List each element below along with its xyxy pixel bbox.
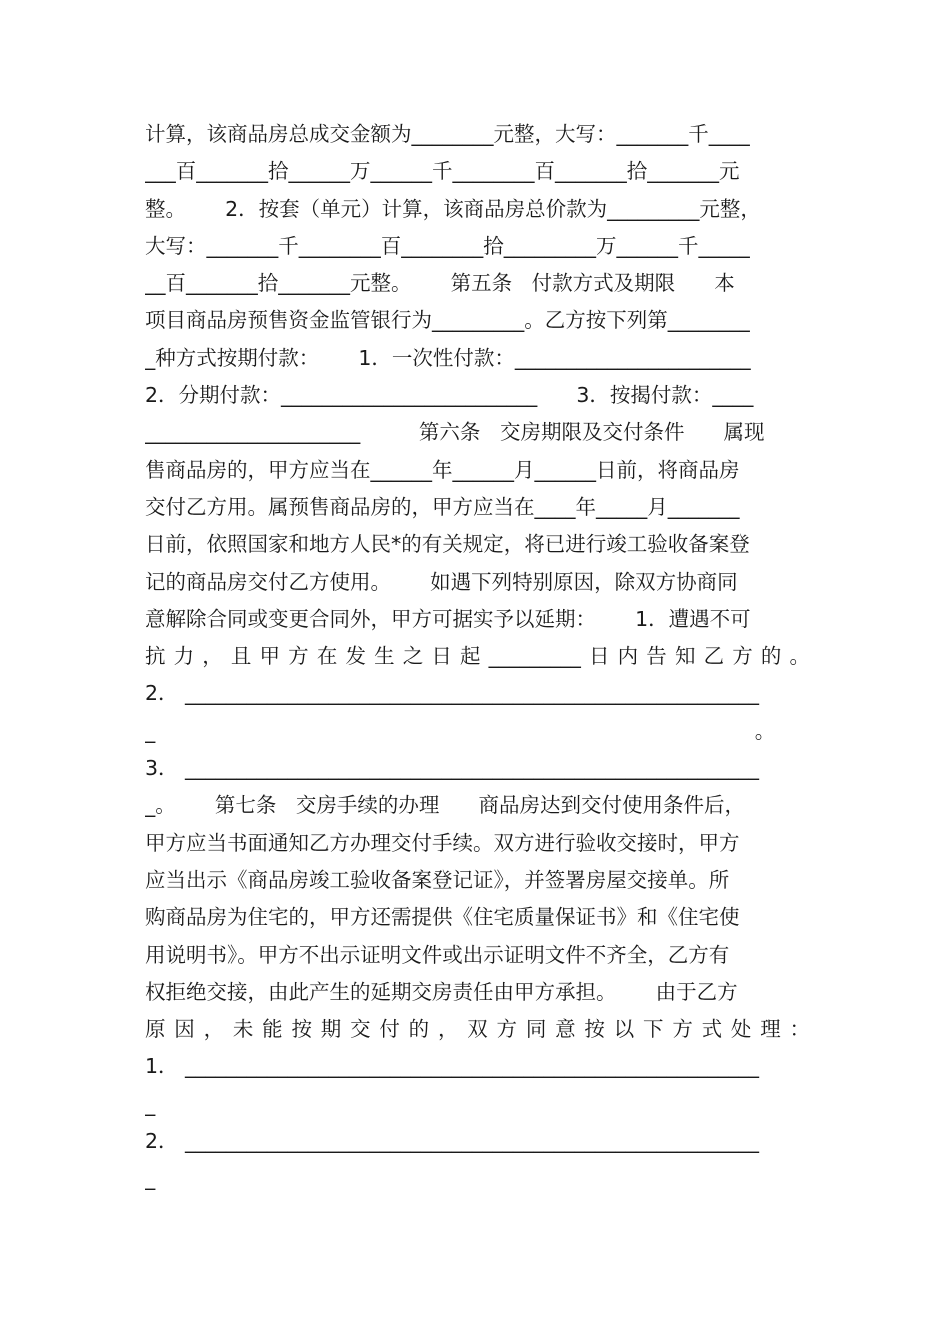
text-line: 整。 2．按套（单元）计算，该商品房总价款为_________元整， (145, 196, 761, 221)
text-line: _____________________ 第六条 交房期限及交付条件 属现 (145, 420, 765, 445)
text-line: 交付乙方用。属预售商品房的，甲方应当在____年_____月_______ (145, 494, 740, 519)
text-line: 2． ________________________________________________________ (145, 681, 760, 706)
text-line: 2．分期付款：_________________________ 3．按揭付款：____ (145, 383, 754, 408)
text-line: _ (145, 1091, 156, 1116)
text-line: 2． ________________________________________________________ (145, 1129, 760, 1154)
text-line: ___百_______拾______万______千________百_______拾_______元 (145, 159, 740, 184)
text-line: 项目商品房预售资金监管银行为_________。乙方按下列第________ (145, 308, 750, 333)
text-line: 权拒绝交接，由此产生的延期交房责任由甲方承担。 由于乙方 (145, 979, 738, 1004)
text-line: 甲方应当书面通知乙方办理交付手续。双方进行验收交接时，甲方 (145, 830, 740, 855)
text-line: 计算，该商品房总成交金额为________元整，大写：_______千____ (145, 122, 750, 146)
text-line: _种方式按期付款： 1．一次性付款：_______________________ (145, 345, 751, 370)
text-line: 售商品房的，甲方应当在______年______月______日前，将商品房 (145, 457, 740, 482)
text-line: 大写：_______千________百________拾_________万______千_____ (145, 233, 750, 258)
text-line: 用说明书》。甲方不出示证明文件或出示证明文件不齐全，乙方有 (145, 942, 730, 967)
text-line: 意解除合同或变更合同外，甲方可据实予以延期： 1．遭遇不可 (145, 606, 751, 631)
text-line: 购商品房为住宅的，甲方还需提供《住宅质量保证书》和《住宅使 (145, 905, 740, 930)
text-line: _。 第七条 交房手续的办理 商品房达到交付使用条件后， (145, 793, 745, 818)
text-line: _ 。 (145, 718, 776, 743)
text-line: 抗力，且甲方在发生之日起_________日内告知乙方的。 (145, 644, 810, 669)
text-line: 1． ________________________________________________________ (145, 1054, 760, 1079)
text-line: 原因，未能按期交付的，双方同意按以下方式处理： (145, 1017, 810, 1042)
text-line: __百_______拾_______元整。 第五条 付款方式及期限 本 (145, 271, 735, 296)
text-line: 应当出示《商品房竣工验收备案登记证》，并签署房屋交接单。所 (145, 867, 730, 892)
text-line: 日前，依照国家和地方人民*的有关规定，将已进行竣工验收备案登 (145, 532, 750, 557)
text-line: 3． ________________________________________________________ (145, 756, 760, 781)
text-line: _ (145, 1166, 156, 1191)
text-line: 记的商品房交付乙方使用。 如遇下列特别原因，除双方协商同 (145, 569, 738, 594)
contract-text (145, 116, 810, 1198)
